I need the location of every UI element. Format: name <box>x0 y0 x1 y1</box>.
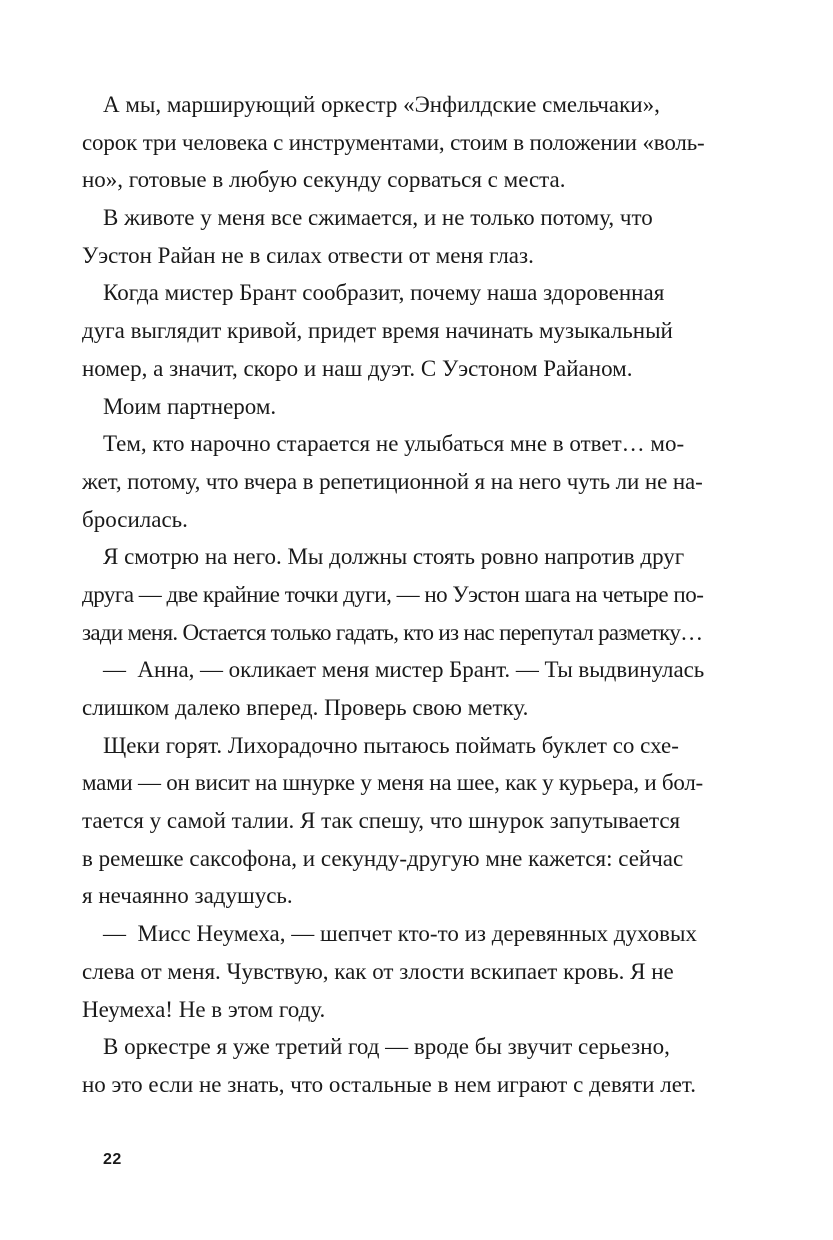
text-line: слишком далеко вперед. Проверь свою метку. <box>82 695 529 720</box>
paragraph <box>82 274 705 387</box>
paragraph <box>82 651 705 726</box>
paragraph <box>82 388 705 426</box>
paragraph <box>82 86 705 199</box>
text-line: Моим партнером. <box>103 393 277 419</box>
text-line: в ремешке саксофона, и секунду-другую мне кажется: сейчас <box>82 845 684 871</box>
text-line: друга — две крайние точки дуги, — но Уэстон шага на четыре по- <box>82 581 704 607</box>
text-line: тается у самой талии. Я так спешу, что шнурок запутывается <box>82 808 681 834</box>
text-line: жет, потому, что вчера в репетиционной я на него чуть ли не на- <box>82 468 703 494</box>
text-line: мами — он висит на шнурке у меня на шее, как у курьера, и бол- <box>82 770 703 796</box>
text-line: но», готовые в любую секунду сорваться с места. <box>82 167 566 193</box>
paragraph <box>82 199 705 274</box>
text-line: В оркестре я уже третий год — вроде бы звучит серьезно, <box>103 1034 670 1060</box>
text-line: Я смотрю на него. Мы должны стоять ровно напротив друг <box>103 544 685 570</box>
paragraph <box>82 538 705 651</box>
text-line: Когда мистер Брант сообразит, почему наша здоровенная <box>103 280 665 306</box>
text-line: но это если не знать, что остальные в нем играют с девяти лет. <box>82 1071 696 1097</box>
text-line: слева от меня. Чувствую, как от злости вскипает кровь. Я не <box>82 958 674 984</box>
text-line: Тем, кто нарочно старается не улыбаться мне в ответ… мо- <box>103 431 685 457</box>
text-line: дуга выглядит кривой, придет время начинать музыкальный <box>82 318 673 344</box>
page-text <box>82 86 705 1104</box>
text-line: А мы, марширующий оркестр «Энфилдские смельчаки», <box>103 92 660 117</box>
page-number: 22 <box>103 1151 122 1168</box>
text-line: Щеки горят. Лихорадочно пытаюсь поймать буклет со схе- <box>103 732 679 758</box>
text-line: зади меня. Остается только гадать, кто из нас перепутал разметку… <box>82 619 703 645</box>
text-line: бросилась. <box>82 506 188 532</box>
text-line: Уэстон Райан не в силах отвести от меня глаз. <box>82 242 534 268</box>
paragraph <box>82 915 705 1028</box>
text-line: Неумеха! Не в этом году. <box>82 996 326 1022</box>
text-line: В животе у меня все сжимается, и не только потому, что <box>103 205 653 231</box>
text-line: сорок три человека с инструментами, стоим в положении «воль- <box>82 129 705 155</box>
paragraph <box>82 425 705 538</box>
text-line: — Мисс Неумеха, — шепчет кто-то из деревянных духовых <box>103 921 697 947</box>
text-line: номер, а значит, скоро и наш дуэт. С Уэстоном Райаном. <box>82 355 633 381</box>
paragraph <box>82 1028 705 1103</box>
paragraph <box>82 727 705 915</box>
text-line: — Анна, — окликает меня мистер Брант. — Ты выдвинулась <box>103 657 705 683</box>
text-line: я нечаянно задушусь. <box>82 883 293 909</box>
